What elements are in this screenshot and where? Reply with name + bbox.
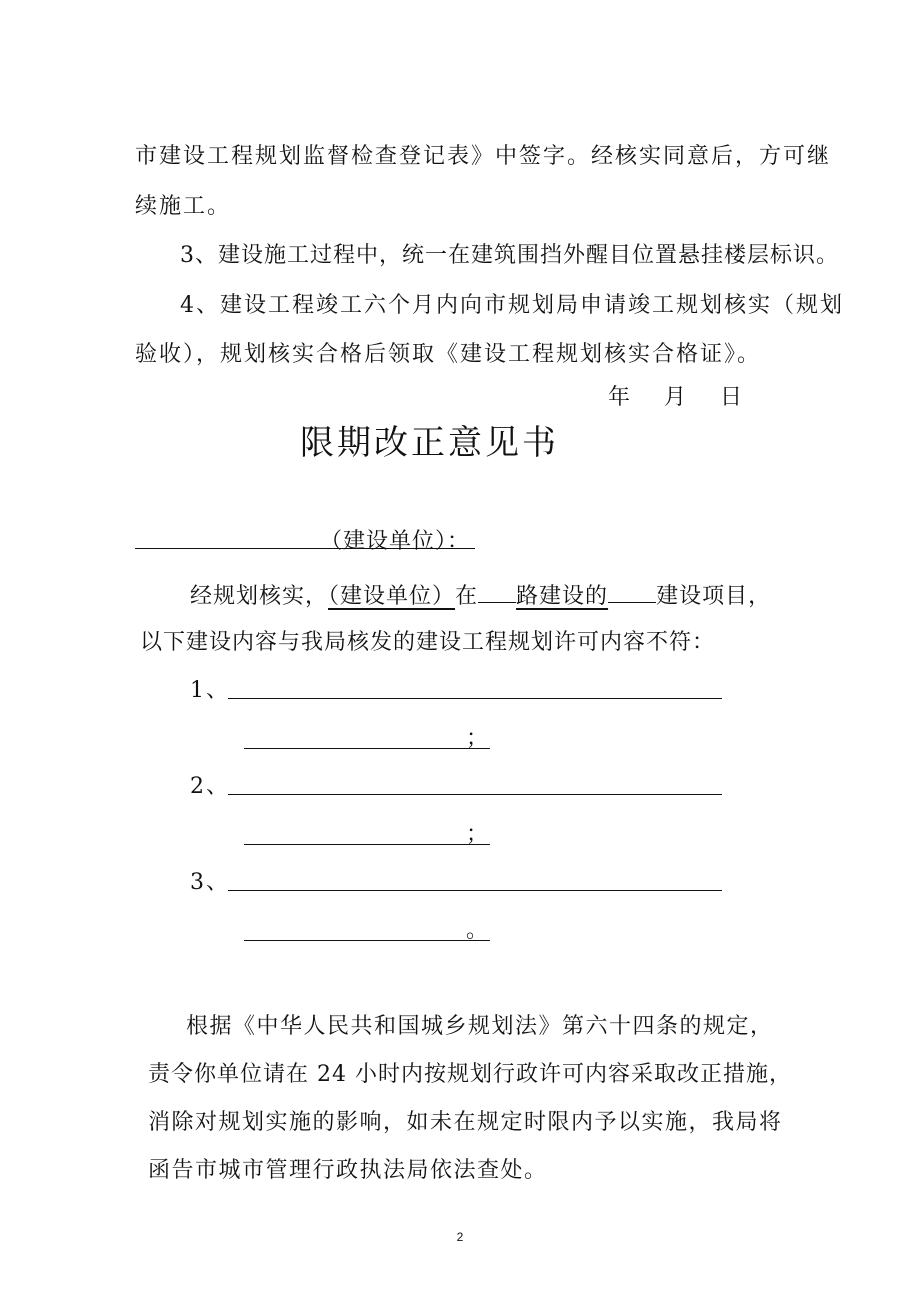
intro-prefix: 经规划核实，: [190, 584, 329, 609]
intro-project: 建设项目，: [656, 584, 772, 609]
basis-line: 消除对规划实施的影响，如未在规定时限内予以实施，我局将: [148, 1110, 783, 1135]
item-3-blank[interactable]: [228, 870, 722, 891]
intro-unit: （建设单位）: [328, 584, 456, 609]
page-title: 限期改正意见书: [300, 423, 559, 463]
paragraph-line: 市建设工程规划监督检查登记表》中签字。经核实同意后，方可继: [135, 144, 832, 169]
date-line: 年 月 日: [608, 385, 749, 410]
project-blank[interactable]: [608, 582, 656, 603]
page-number: 2: [456, 1230, 464, 1244]
addressee-label: （建设单位）：: [320, 529, 471, 554]
item-number: 3、: [190, 870, 230, 895]
item-end-mark: ；: [466, 726, 491, 751]
intro-line: [190, 582, 771, 608]
item-number: 2、: [190, 774, 230, 799]
item-number: 1、: [190, 678, 230, 703]
road-blank[interactable]: [478, 582, 516, 603]
intro-line2: 以下建设内容与我局核发的建设工程规划许可内容不符：: [140, 630, 716, 655]
intro-at: 在: [455, 584, 479, 609]
paragraph-line: 续施工。: [135, 194, 232, 219]
list-item-4: 4、建设工程竣工六个月内向市规划局申请竣工规划核实（规划: [180, 293, 844, 318]
item-3-blank-cont[interactable]: [244, 920, 490, 941]
basis-line: 函告市城市管理行政执法局依法查处。: [148, 1158, 548, 1183]
basis-line: 根据《中华人民共和国城乡规划法》第六十四条的规定，: [186, 1014, 774, 1039]
item-end-mark: 。: [466, 918, 491, 943]
intro-road: 路建设的: [516, 584, 609, 609]
item-1-blank[interactable]: [228, 678, 722, 699]
item-1-blank-cont[interactable]: [244, 728, 490, 749]
list-item-4-cont: 验收），规划核实合格后领取《建设工程规划核实合格证》。: [135, 342, 762, 367]
item-2-blank-cont[interactable]: [244, 824, 490, 845]
item-2-blank[interactable]: [228, 774, 722, 795]
basis-line: 责令你单位请在 24 小时内按规划行政许可内容采取改正措施，: [148, 1062, 792, 1087]
item-end-mark: ；: [466, 822, 491, 847]
list-item-3: 3、建设施工过程中，统一在建筑围挡外醒目位置悬挂楼层标识。: [180, 243, 839, 268]
